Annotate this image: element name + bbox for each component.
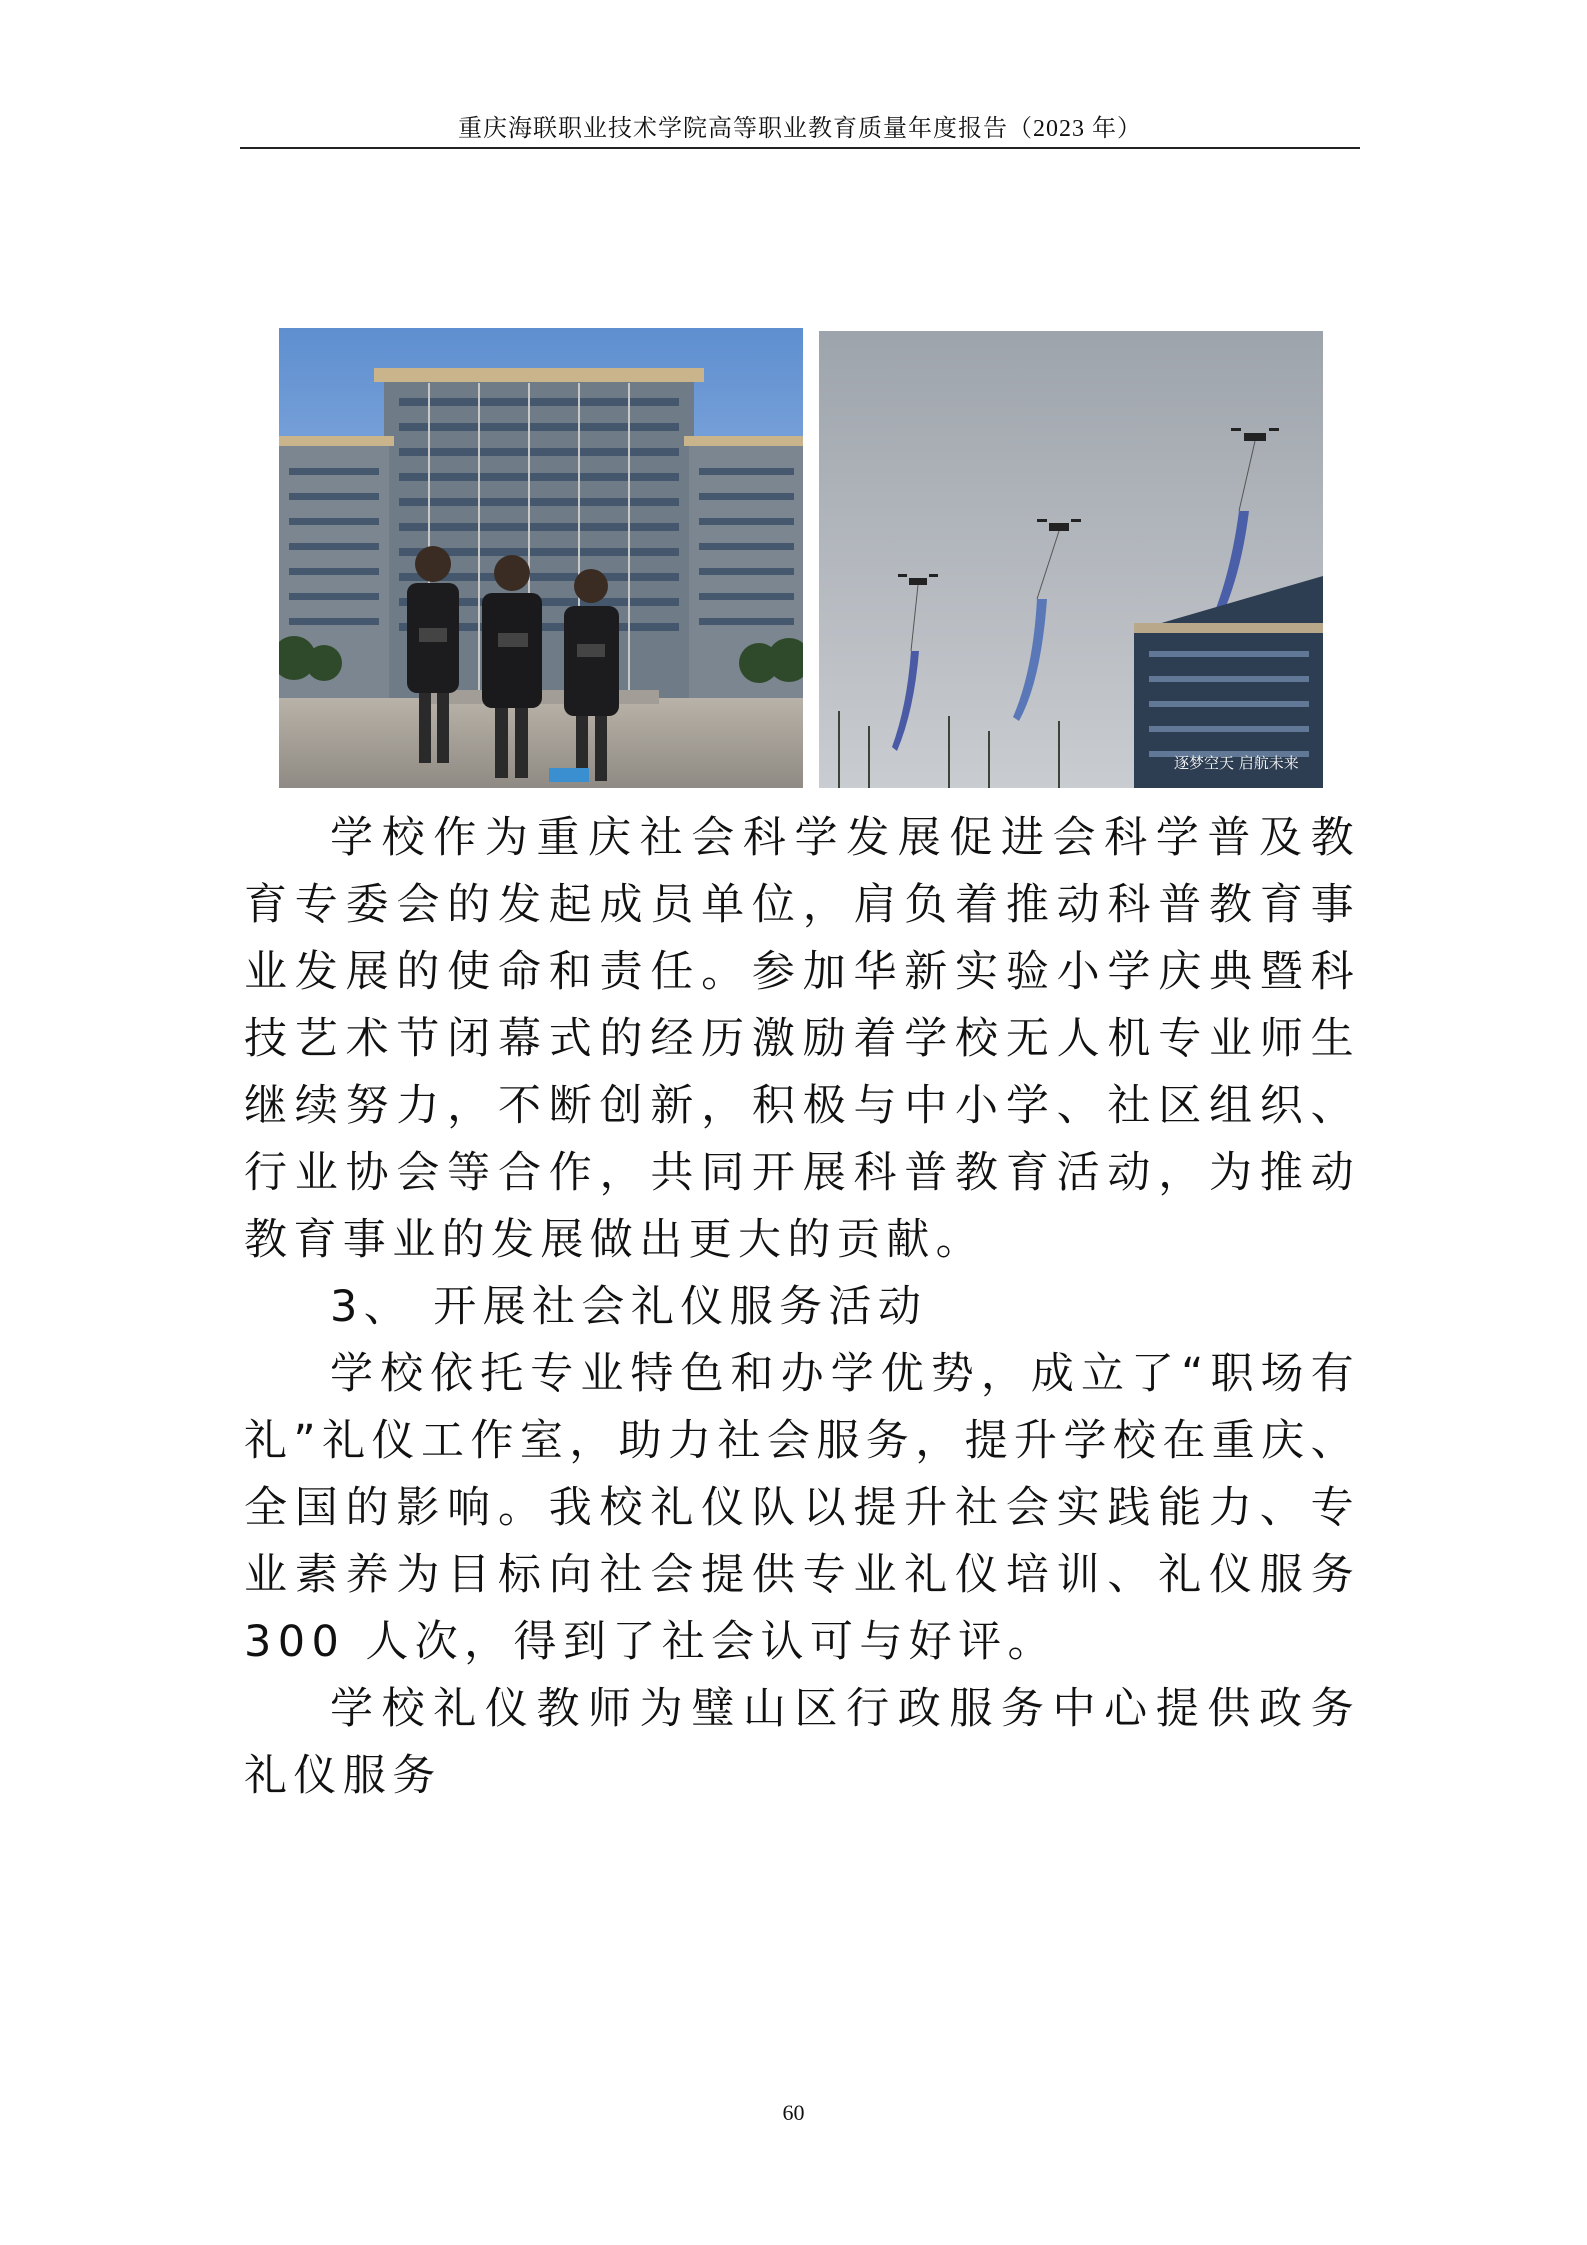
body-content <box>244 805 1360 1810</box>
paragraph-2: 学校依托专业特色和办学优势，成立了“职场有礼”礼仪工作室，助力社会服务，提升学校在重庆、全国的影响。我校礼仪队以提升社会实践能力、专业素养为目标向社会提供专业礼仪培训、礼仪服务 300 人次，得到了社会认可与好评。 <box>244 1349 1360 1667</box>
header-divider <box>240 147 1360 149</box>
photo-caption: 逐梦空天 启航未来 <box>1174 754 1299 772</box>
page-number: 60 <box>782 2100 805 2125</box>
page-header-title: 重庆海联职业技术学院高等职业教育质量年度报告（2023 年） <box>458 116 1142 142</box>
paragraph-3: 学校礼仪教师为璧山区行政服务中心提供政务礼仪服务 <box>244 1684 1360 1801</box>
photo-students-flying-drones <box>279 328 803 788</box>
paragraph-1: 学校作为重庆社会科学发展促进会科学普及教育专委会的发起成员单位，肩负着推动科普教育事业发展的使命和责任。参加华新实验小学庆典暨科技艺术节闭幕式的经历激励着学校无人机专业师生继续努力，不断创新，积极与中小学、社区组织、行业协会等合作，共同开展科普教育活动，为推动教育事业的发展做出更大的贡献。 <box>244 813 1360 1265</box>
photo-drones-with-banners <box>819 331 1323 788</box>
section-heading-3: 3、 开展社会礼仪服务活动 <box>330 1282 928 1332</box>
